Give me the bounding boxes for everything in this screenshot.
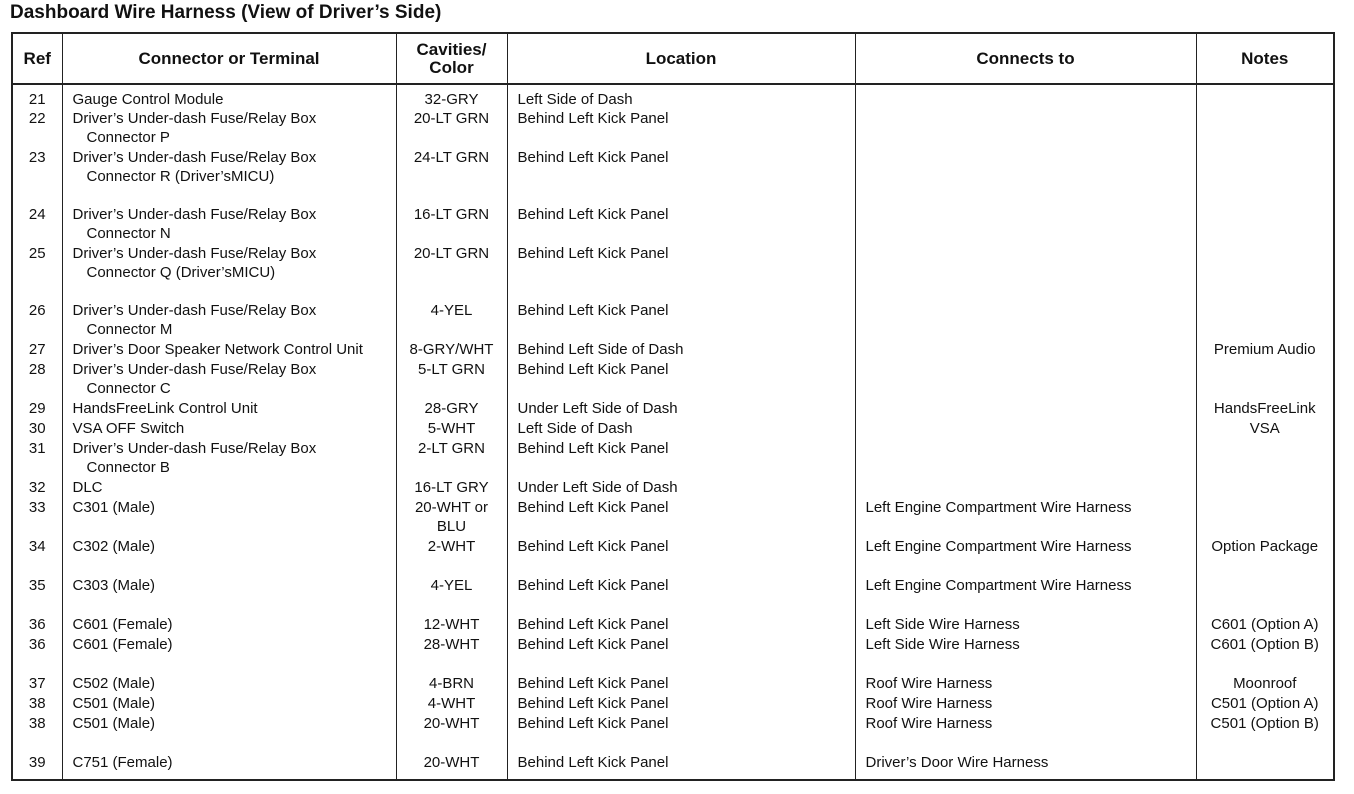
cell-cavities: [396, 244, 507, 301]
cell-ref: [13, 674, 62, 694]
cell-ref: [13, 576, 62, 615]
header-ref: Ref: [13, 34, 62, 84]
table-row: [13, 674, 1333, 694]
cell-location: [507, 340, 855, 360]
cell-notes-text: C501 (Option A): [1210, 695, 1319, 712]
filler-cell: [62, 773, 396, 779]
cell-ref: [13, 498, 62, 537]
cell-ref: [13, 635, 62, 674]
cell-notes-text: Moonroof: [1233, 675, 1297, 692]
cell-connects-to-text: Roof Wire Harness: [865, 695, 993, 712]
cell-location: [507, 244, 855, 301]
cell-location-text: Behind Left Kick Panel: [517, 440, 669, 457]
cell-connects-to: [855, 360, 1196, 399]
filler-cell: [507, 773, 855, 779]
table-filler-row: [13, 773, 1333, 779]
cell-notes-text: Premium Audio: [1213, 341, 1316, 358]
cell-ref: [13, 340, 62, 360]
cell-ref-text: 34: [28, 538, 46, 555]
table-row: [13, 84, 1333, 109]
cell-ref: [13, 301, 62, 340]
cell-location-text: Behind Left Kick Panel: [517, 675, 669, 692]
cell-cavities-text: 28-WHT: [423, 636, 480, 653]
cell-cavities-text: 5-WHT: [427, 420, 476, 437]
cell-cavities-text: 2-WHT: [427, 538, 476, 555]
cell-cavities-text: 32-GRY: [424, 91, 479, 108]
table-row: [13, 244, 1333, 301]
cell-cavities-text: 20-WHT or: [414, 499, 489, 516]
cell-ref: [13, 109, 62, 148]
cell-ref-text: 25: [28, 245, 46, 262]
cell-ref: [13, 419, 62, 439]
cell-notes: [1196, 439, 1333, 478]
cell-ref-text: 30: [28, 420, 46, 437]
cell-location-text: Behind Left Kick Panel: [517, 499, 669, 516]
table-row: [13, 714, 1333, 753]
cell-notes: [1196, 714, 1333, 753]
table-row: [13, 301, 1333, 340]
cell-cavities: [396, 148, 507, 205]
cell-connects-to: [855, 301, 1196, 340]
cell-notes: [1196, 635, 1333, 674]
cell-connector-text: C302 (Male): [72, 538, 156, 555]
cell-connector: [62, 205, 396, 244]
cell-cavities: [396, 753, 507, 773]
cell-location: [507, 714, 855, 753]
cell-connector: [62, 478, 396, 498]
header-notes: Notes: [1196, 34, 1333, 84]
table-row: [13, 340, 1333, 360]
cell-location-text: Behind Left Kick Panel: [517, 361, 669, 378]
cell-ref: [13, 148, 62, 205]
header-cavities-line2: Color: [429, 57, 474, 77]
cell-location: [507, 419, 855, 439]
cell-ref-text: 39: [28, 754, 46, 771]
cell-ref-text: 28: [28, 361, 46, 378]
cell-cavities: [396, 439, 507, 478]
cell-connects-to: [855, 109, 1196, 148]
table-row: [13, 694, 1333, 714]
cell-ref: [13, 694, 62, 714]
table-row: [13, 576, 1333, 615]
cell-ref-text: 38: [28, 695, 46, 712]
cell-ref-text: 22: [28, 110, 46, 127]
cell-location: [507, 205, 855, 244]
cell-connector-text-line2: Connector B: [86, 459, 170, 476]
table-row: [13, 360, 1333, 399]
cell-connects-to: [855, 537, 1196, 576]
cell-ref-text: 24: [28, 206, 46, 223]
cell-connector-text: C502 (Male): [72, 675, 156, 692]
cell-ref-text: 36: [28, 636, 46, 653]
cell-notes: [1196, 205, 1333, 244]
cell-ref-text: 31: [28, 440, 46, 457]
cell-notes: [1196, 84, 1333, 109]
table-row: [13, 478, 1333, 498]
cell-cavities-text: 12-WHT: [423, 616, 480, 633]
cell-connector-text-line2: Connector N: [86, 225, 171, 242]
cell-connector-text: C501 (Male): [72, 715, 156, 732]
cell-connector: [62, 694, 396, 714]
cell-location: [507, 537, 855, 576]
cell-connects-to-text: Roof Wire Harness: [865, 715, 993, 732]
cell-connects-to-text: Left Engine Compartment Wire Harness: [865, 577, 1132, 594]
cell-location: [507, 635, 855, 674]
cell-ref: [13, 753, 62, 773]
cell-ref-text: 21: [28, 91, 46, 108]
cell-notes: [1196, 399, 1333, 419]
cell-cavities: [396, 498, 507, 537]
cell-connector: [62, 537, 396, 576]
cell-cavities-text: 4-YEL: [430, 577, 473, 594]
filler-cell: [13, 773, 62, 779]
table-row: [13, 109, 1333, 148]
cell-notes-text: HandsFreeLink: [1213, 400, 1316, 417]
cell-cavities: [396, 84, 507, 109]
cell-cavities: [396, 301, 507, 340]
cell-ref: [13, 360, 62, 399]
cell-connects-to-text: Left Engine Compartment Wire Harness: [865, 499, 1132, 516]
cell-ref-text: 33: [28, 499, 46, 516]
header-location: Location: [507, 34, 855, 84]
cell-cavities: [396, 615, 507, 635]
cell-cavities-text: 20-LT GRN: [413, 245, 490, 262]
cell-connector: [62, 635, 396, 674]
cell-connector-text: C301 (Male): [72, 499, 156, 516]
cell-connector: [62, 148, 396, 205]
cell-ref: [13, 537, 62, 576]
cell-notes-text: Option Package: [1211, 538, 1319, 555]
cell-notes-text: VSA: [1249, 420, 1280, 437]
cell-connector-text: Driver’s Under-dash Fuse/Relay Box: [72, 206, 317, 223]
cell-cavities-text: 4-BRN: [428, 675, 474, 692]
cell-location: [507, 753, 855, 773]
cell-connector: [62, 714, 396, 753]
cell-cavities: [396, 419, 507, 439]
header-connects-to: Connects to: [855, 34, 1196, 84]
cell-connects-to: [855, 576, 1196, 615]
filler-cell: [855, 773, 1196, 779]
cell-notes-text: C601 (Option B): [1210, 636, 1319, 653]
cell-cavities-text: 20-WHT: [423, 754, 480, 771]
cell-location-text: Behind Left Kick Panel: [517, 616, 669, 633]
cell-connector-text: C751 (Female): [72, 754, 173, 771]
cell-ref: [13, 714, 62, 753]
cell-cavities-text: 4-WHT: [427, 695, 476, 712]
cell-connector-text: Driver’s Under-dash Fuse/Relay Box: [72, 361, 317, 378]
cell-connector-text: C601 (Female): [72, 616, 173, 633]
cell-location: [507, 615, 855, 635]
cell-connector: [62, 576, 396, 615]
cell-ref-text: 23: [28, 149, 46, 166]
cell-notes: [1196, 478, 1333, 498]
cell-location-text: Behind Left Kick Panel: [517, 110, 669, 127]
cell-location: [507, 576, 855, 615]
cell-cavities-text: 28-GRY: [424, 400, 479, 417]
cell-connector: [62, 399, 396, 419]
cell-connector-text: Driver’s Under-dash Fuse/Relay Box: [72, 440, 317, 457]
cell-location-text: Behind Left Side of Dash: [517, 341, 684, 358]
cell-connector: [62, 439, 396, 478]
cell-connector-text: Gauge Control Module: [72, 91, 224, 108]
cell-connector: [62, 301, 396, 340]
cell-connector-text-line2: Connector R (Driver’sMICU): [86, 168, 275, 185]
cell-ref-text: 26: [28, 302, 46, 319]
filler-cell: [1196, 773, 1333, 779]
cell-connects-to-text: Left Side Wire Harness: [865, 636, 1020, 653]
cell-location-text: Behind Left Kick Panel: [517, 206, 669, 223]
cell-cavities-text: 16-LT GRY: [414, 479, 489, 496]
cell-location: [507, 109, 855, 148]
cell-connector-text-line2: Connector C: [86, 380, 171, 397]
table-row: [13, 205, 1333, 244]
cell-connector-text: Driver’s Under-dash Fuse/Relay Box: [72, 245, 317, 262]
cell-connector: [62, 753, 396, 773]
cell-notes: [1196, 419, 1333, 439]
cell-connects-to-text: Driver’s Door Wire Harness: [865, 754, 1049, 771]
cell-connector: [62, 419, 396, 439]
cell-ref: [13, 478, 62, 498]
cell-cavities: [396, 399, 507, 419]
cell-location: [507, 148, 855, 205]
cell-notes: [1196, 498, 1333, 537]
cell-connects-to: [855, 694, 1196, 714]
cell-connects-to: [855, 148, 1196, 205]
cell-connector: [62, 109, 396, 148]
table-row: [13, 399, 1333, 419]
cell-cavities: [396, 478, 507, 498]
table-header-row: [13, 34, 1333, 84]
cell-notes: [1196, 244, 1333, 301]
cell-connector-text-line2: Connector P: [86, 129, 170, 146]
cell-connects-to: [855, 635, 1196, 674]
cell-notes: [1196, 576, 1333, 615]
cell-connects-to-text: Left Side Wire Harness: [865, 616, 1020, 633]
cell-connects-to: [855, 244, 1196, 301]
cell-notes: [1196, 148, 1333, 205]
cell-connector-text: Driver’s Door Speaker Network Control Unit: [72, 341, 363, 358]
table-row: [13, 498, 1333, 537]
cell-location: [507, 694, 855, 714]
cell-location-text: Behind Left Kick Panel: [517, 577, 669, 594]
cell-cavities: [396, 714, 507, 753]
cell-cavities-text: 20-LT GRN: [413, 110, 490, 127]
cell-connector-text: C601 (Female): [72, 636, 173, 653]
cell-cavities: [396, 537, 507, 576]
table-row: [13, 537, 1333, 576]
cell-connects-to-text: Left Engine Compartment Wire Harness: [865, 538, 1132, 555]
cell-connector-text: C501 (Male): [72, 695, 156, 712]
cell-notes: [1196, 694, 1333, 714]
cell-cavities: [396, 674, 507, 694]
cell-location-text: Behind Left Kick Panel: [517, 695, 669, 712]
cell-connector-text: Driver’s Under-dash Fuse/Relay Box: [72, 149, 317, 166]
cell-cavities: [396, 205, 507, 244]
table-row: [13, 753, 1333, 773]
cell-location-text: Behind Left Kick Panel: [517, 754, 669, 771]
cell-ref-text: 37: [28, 675, 46, 692]
cell-ref-text: 38: [28, 715, 46, 732]
cell-location: [507, 360, 855, 399]
cell-location: [507, 399, 855, 419]
header-connector: Connector or Terminal: [62, 34, 396, 84]
cell-connector: [62, 674, 396, 694]
harness-table: [13, 34, 1333, 779]
cell-ref-text: 32: [28, 479, 46, 496]
cell-cavities: [396, 340, 507, 360]
cell-connects-to: [855, 439, 1196, 478]
cell-location-text: Under Left Side of Dash: [517, 479, 678, 496]
cell-connector-text: VSA OFF Switch: [72, 420, 185, 437]
cell-ref: [13, 615, 62, 635]
cell-connector: [62, 360, 396, 399]
cell-connector-text: Driver’s Under-dash Fuse/Relay Box: [72, 110, 317, 127]
cell-cavities: [396, 360, 507, 399]
cell-connector: [62, 244, 396, 301]
cell-location: [507, 301, 855, 340]
cell-notes: [1196, 674, 1333, 694]
cell-location-text: Behind Left Kick Panel: [517, 636, 669, 653]
table-body: [13, 84, 1333, 779]
cell-cavities-text: 8-GRY/WHT: [409, 341, 494, 358]
cell-connects-to: [855, 753, 1196, 773]
cell-location-text: Behind Left Kick Panel: [517, 245, 669, 262]
cell-connects-to: [855, 419, 1196, 439]
cell-connects-to: [855, 498, 1196, 537]
cell-location-text: Behind Left Kick Panel: [517, 149, 669, 166]
cell-cavities-text: 24-LT GRN: [413, 149, 490, 166]
cell-cavities-text: 20-WHT: [423, 715, 480, 732]
cell-ref-text: 36: [28, 616, 46, 633]
header-cavities: [396, 34, 507, 84]
cell-cavities: [396, 635, 507, 674]
cell-notes: [1196, 537, 1333, 576]
cell-location-text: Under Left Side of Dash: [517, 400, 678, 417]
table-row: [13, 148, 1333, 205]
cell-connector-text: C303 (Male): [72, 577, 156, 594]
cell-connector-text-line2: Connector Q (Driver’sMICU): [86, 264, 276, 281]
cell-location-text: Left Side of Dash: [517, 420, 633, 437]
cell-notes: [1196, 615, 1333, 635]
cell-notes: [1196, 301, 1333, 340]
cell-connects-to-text: Roof Wire Harness: [865, 675, 993, 692]
cell-location: [507, 439, 855, 478]
cell-ref: [13, 244, 62, 301]
cell-ref: [13, 439, 62, 478]
cell-connects-to: [855, 674, 1196, 694]
cell-connector: [62, 84, 396, 109]
cell-location: [507, 674, 855, 694]
cell-location-text: Behind Left Kick Panel: [517, 538, 669, 555]
cell-connects-to: [855, 399, 1196, 419]
cell-location: [507, 498, 855, 537]
cell-ref: [13, 205, 62, 244]
cell-cavities-text: 16-LT GRN: [413, 206, 490, 223]
cell-notes: [1196, 360, 1333, 399]
table-row: [13, 419, 1333, 439]
cell-cavities-text: 4-YEL: [430, 302, 473, 319]
cell-location-text: Left Side of Dash: [517, 91, 633, 108]
cell-connects-to: [855, 478, 1196, 498]
cell-connects-to: [855, 615, 1196, 635]
cell-location-text: Behind Left Kick Panel: [517, 715, 669, 732]
table-row: [13, 635, 1333, 674]
cell-connector-text: DLC: [72, 479, 103, 496]
cell-cavities: [396, 576, 507, 615]
cell-connects-to: [855, 205, 1196, 244]
cell-ref-text: 35: [28, 577, 46, 594]
cell-connector-text: HandsFreeLink Control Unit: [72, 400, 258, 417]
cell-location: [507, 478, 855, 498]
cell-connector-text-line2: Connector M: [86, 321, 173, 338]
cell-connector-text: Driver’s Under-dash Fuse/Relay Box: [72, 302, 317, 319]
harness-table-frame: [11, 32, 1335, 781]
cell-connects-to: [855, 340, 1196, 360]
cell-cavities-text: 2-LT GRN: [418, 440, 485, 457]
cell-cavities: [396, 109, 507, 148]
cell-location-text: Behind Left Kick Panel: [517, 302, 669, 319]
cell-location: [507, 84, 855, 109]
cell-connects-to: [855, 714, 1196, 753]
cell-ref: [13, 84, 62, 109]
cell-notes-text: C501 (Option B): [1210, 715, 1319, 732]
cell-notes-text: C601 (Option A): [1210, 616, 1319, 633]
cell-notes: [1196, 109, 1333, 148]
cell-cavities: [396, 694, 507, 714]
cell-cavities-text: 5-LT GRN: [418, 361, 485, 378]
filler-cell: [396, 773, 507, 779]
header-cavities-line1: Cavities/: [416, 39, 487, 59]
cell-cavities-text-line2: BLU: [436, 518, 467, 535]
cell-notes: [1196, 340, 1333, 360]
cell-ref-text: 29: [28, 400, 46, 417]
cell-ref-text: 27: [28, 341, 46, 358]
document-title: Dashboard Wire Harness (View of Driver’s Side): [10, 2, 442, 23]
cell-ref: [13, 399, 62, 419]
table-row: [13, 439, 1333, 478]
cell-connector: [62, 498, 396, 537]
cell-connects-to: [855, 84, 1196, 109]
table-row: [13, 615, 1333, 635]
cell-connector: [62, 340, 396, 360]
cell-connector: [62, 615, 396, 635]
cell-notes: [1196, 753, 1333, 773]
